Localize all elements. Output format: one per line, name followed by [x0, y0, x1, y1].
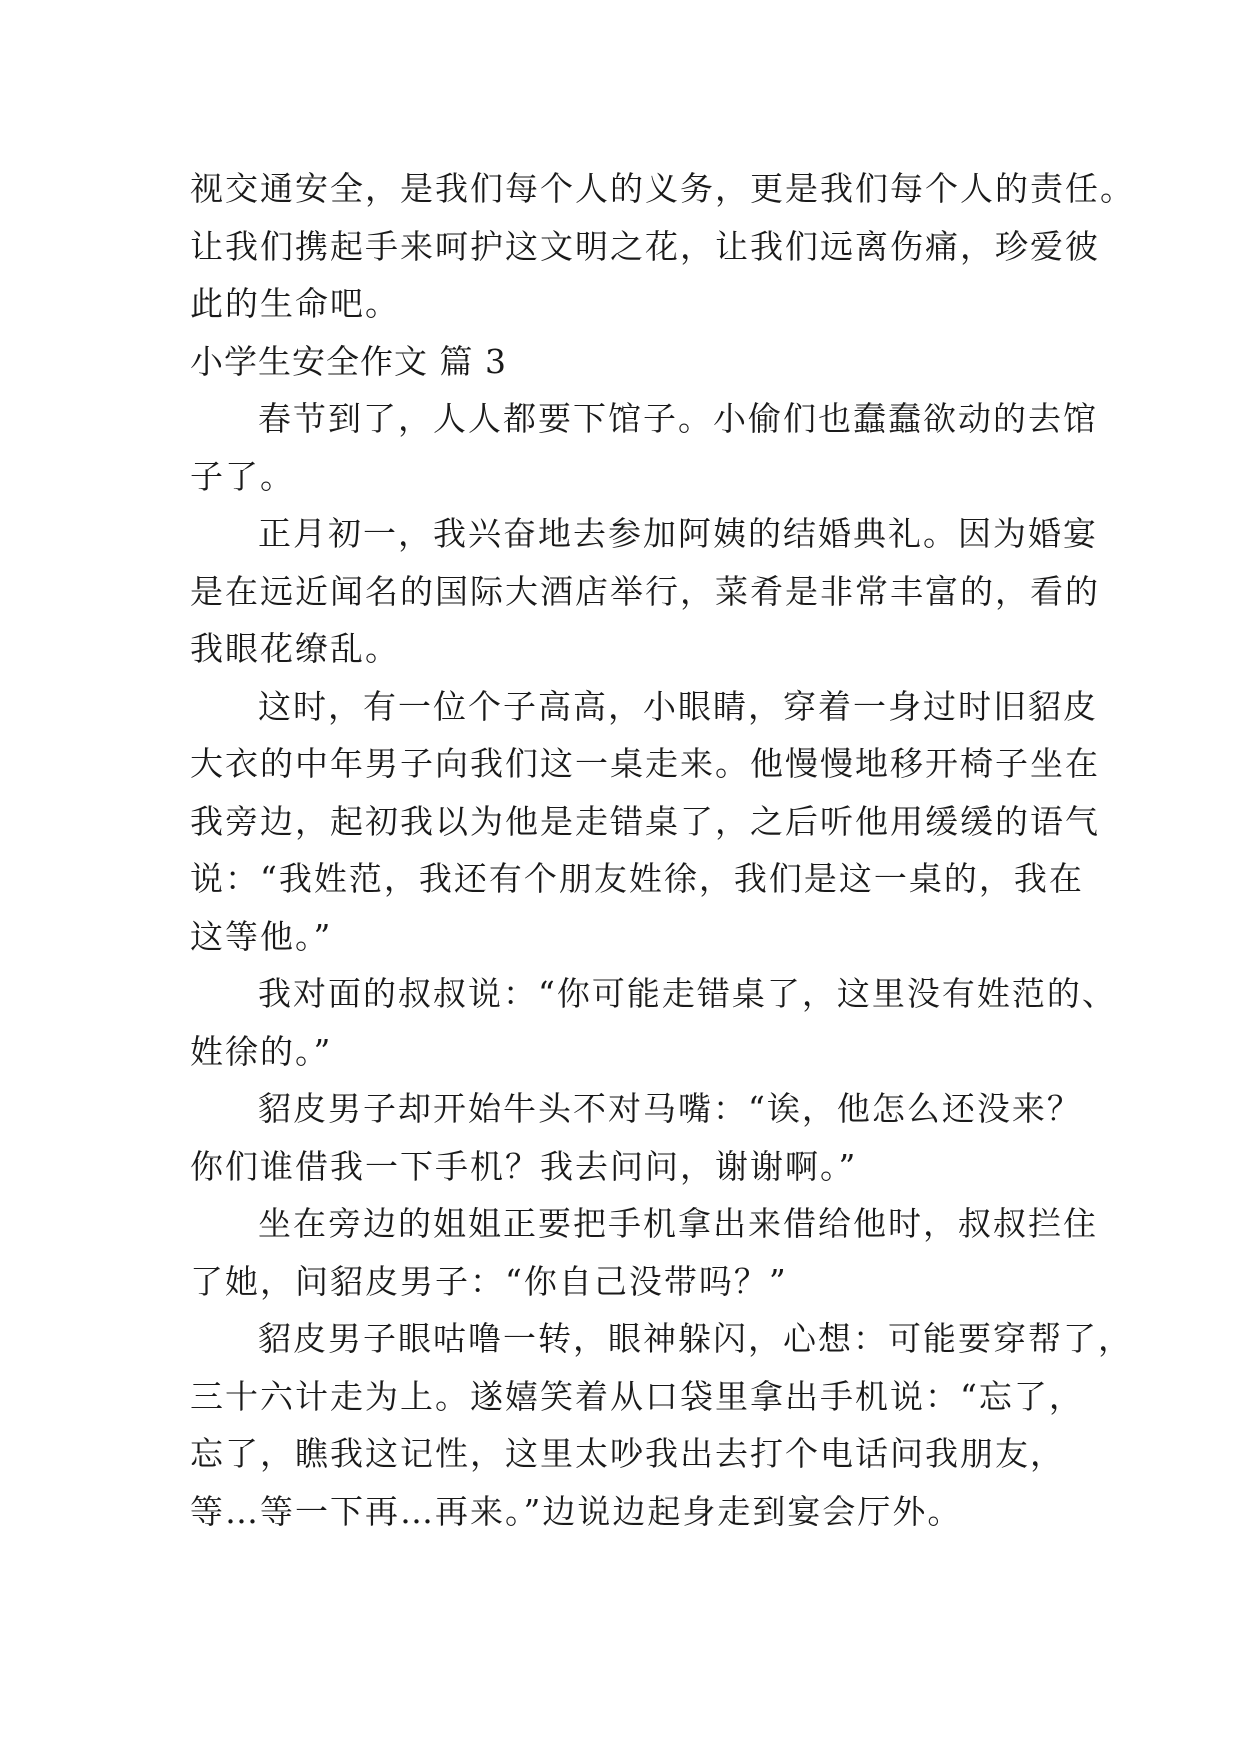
- text-line: 忘了，瞧我这记性，这里太吵我出去打个电话问我朋友，: [190, 1434, 1065, 1473]
- text-line: 你们谁借我一下手机？我去问问，谢谢啊。”: [190, 1146, 858, 1186]
- text-line-2: 让我们携起手来呵护这文明之花，让我们远离伤痛，珍爱彼: [190, 226, 1100, 266]
- text-line: 姓徐的。”: [190, 1031, 333, 1071]
- text-line: 子了。: [190, 456, 295, 496]
- paragraph-start: 春节到了，人人都要下馆子。小偷们也蠢蠢欲动的去馆: [258, 399, 1098, 438]
- text-line-1: 视交通安全，是我们每个人的义务，更是我们每个人的责任。: [190, 169, 1135, 208]
- text-line: 三十六计走为上。遂嬉笑着从口袋里拿出手机说：“忘了，: [190, 1376, 1084, 1416]
- paragraph-start: 我对面的叔叔说：“你可能走错桌了，这里没有姓范的、: [258, 974, 1117, 1013]
- paragraph-start: 坐在旁边的姐姐正要把手机拿出来借给他时，叔叔拦住: [258, 1204, 1098, 1243]
- text-line: 这等他。”: [190, 916, 333, 956]
- paragraph-start: 正月初一，我兴奋地去参加阿姨的结婚典礼。因为婚宴: [258, 514, 1098, 553]
- text-line-3: 此的生命吧。: [190, 284, 400, 323]
- text-line: 大衣的中年男子向我们这一桌走来。他慢慢地移开椅子坐在: [190, 744, 1100, 783]
- paragraph-start: 这时，有一位个子高高，小眼睛，穿着一身过时旧貂皮: [258, 686, 1098, 726]
- essay-text: [190, 160, 1135, 1540]
- section-heading: 小学生安全作文 篇 3: [190, 341, 507, 381]
- text-line: 等…等一下再…再来。”边说边起身走到宴会厅外。: [190, 1491, 963, 1531]
- text-line: 是在远近闻名的国际大酒店举行，菜肴是非常丰富的，看的: [190, 571, 1100, 611]
- paragraph-start: 貂皮男子眼咕噜一转，眼神躲闪，心想：可能要穿帮了，: [258, 1319, 1133, 1358]
- text-line: 了她，问貂皮男子：“你自己没带吗？”: [190, 1261, 788, 1301]
- text-line: 我眼花缭乱。: [190, 629, 400, 668]
- text-line: 说：“我姓范，我还有个朋友姓徐，我们是这一桌的，我在: [190, 859, 1084, 898]
- paragraph-start: 貂皮男子却开始牛头不对马嘴：“诶，他怎么还没来？: [258, 1089, 1082, 1128]
- text-line: 我旁边，起初我以为他是走错桌了，之后听他用缓缓的语气: [190, 801, 1100, 841]
